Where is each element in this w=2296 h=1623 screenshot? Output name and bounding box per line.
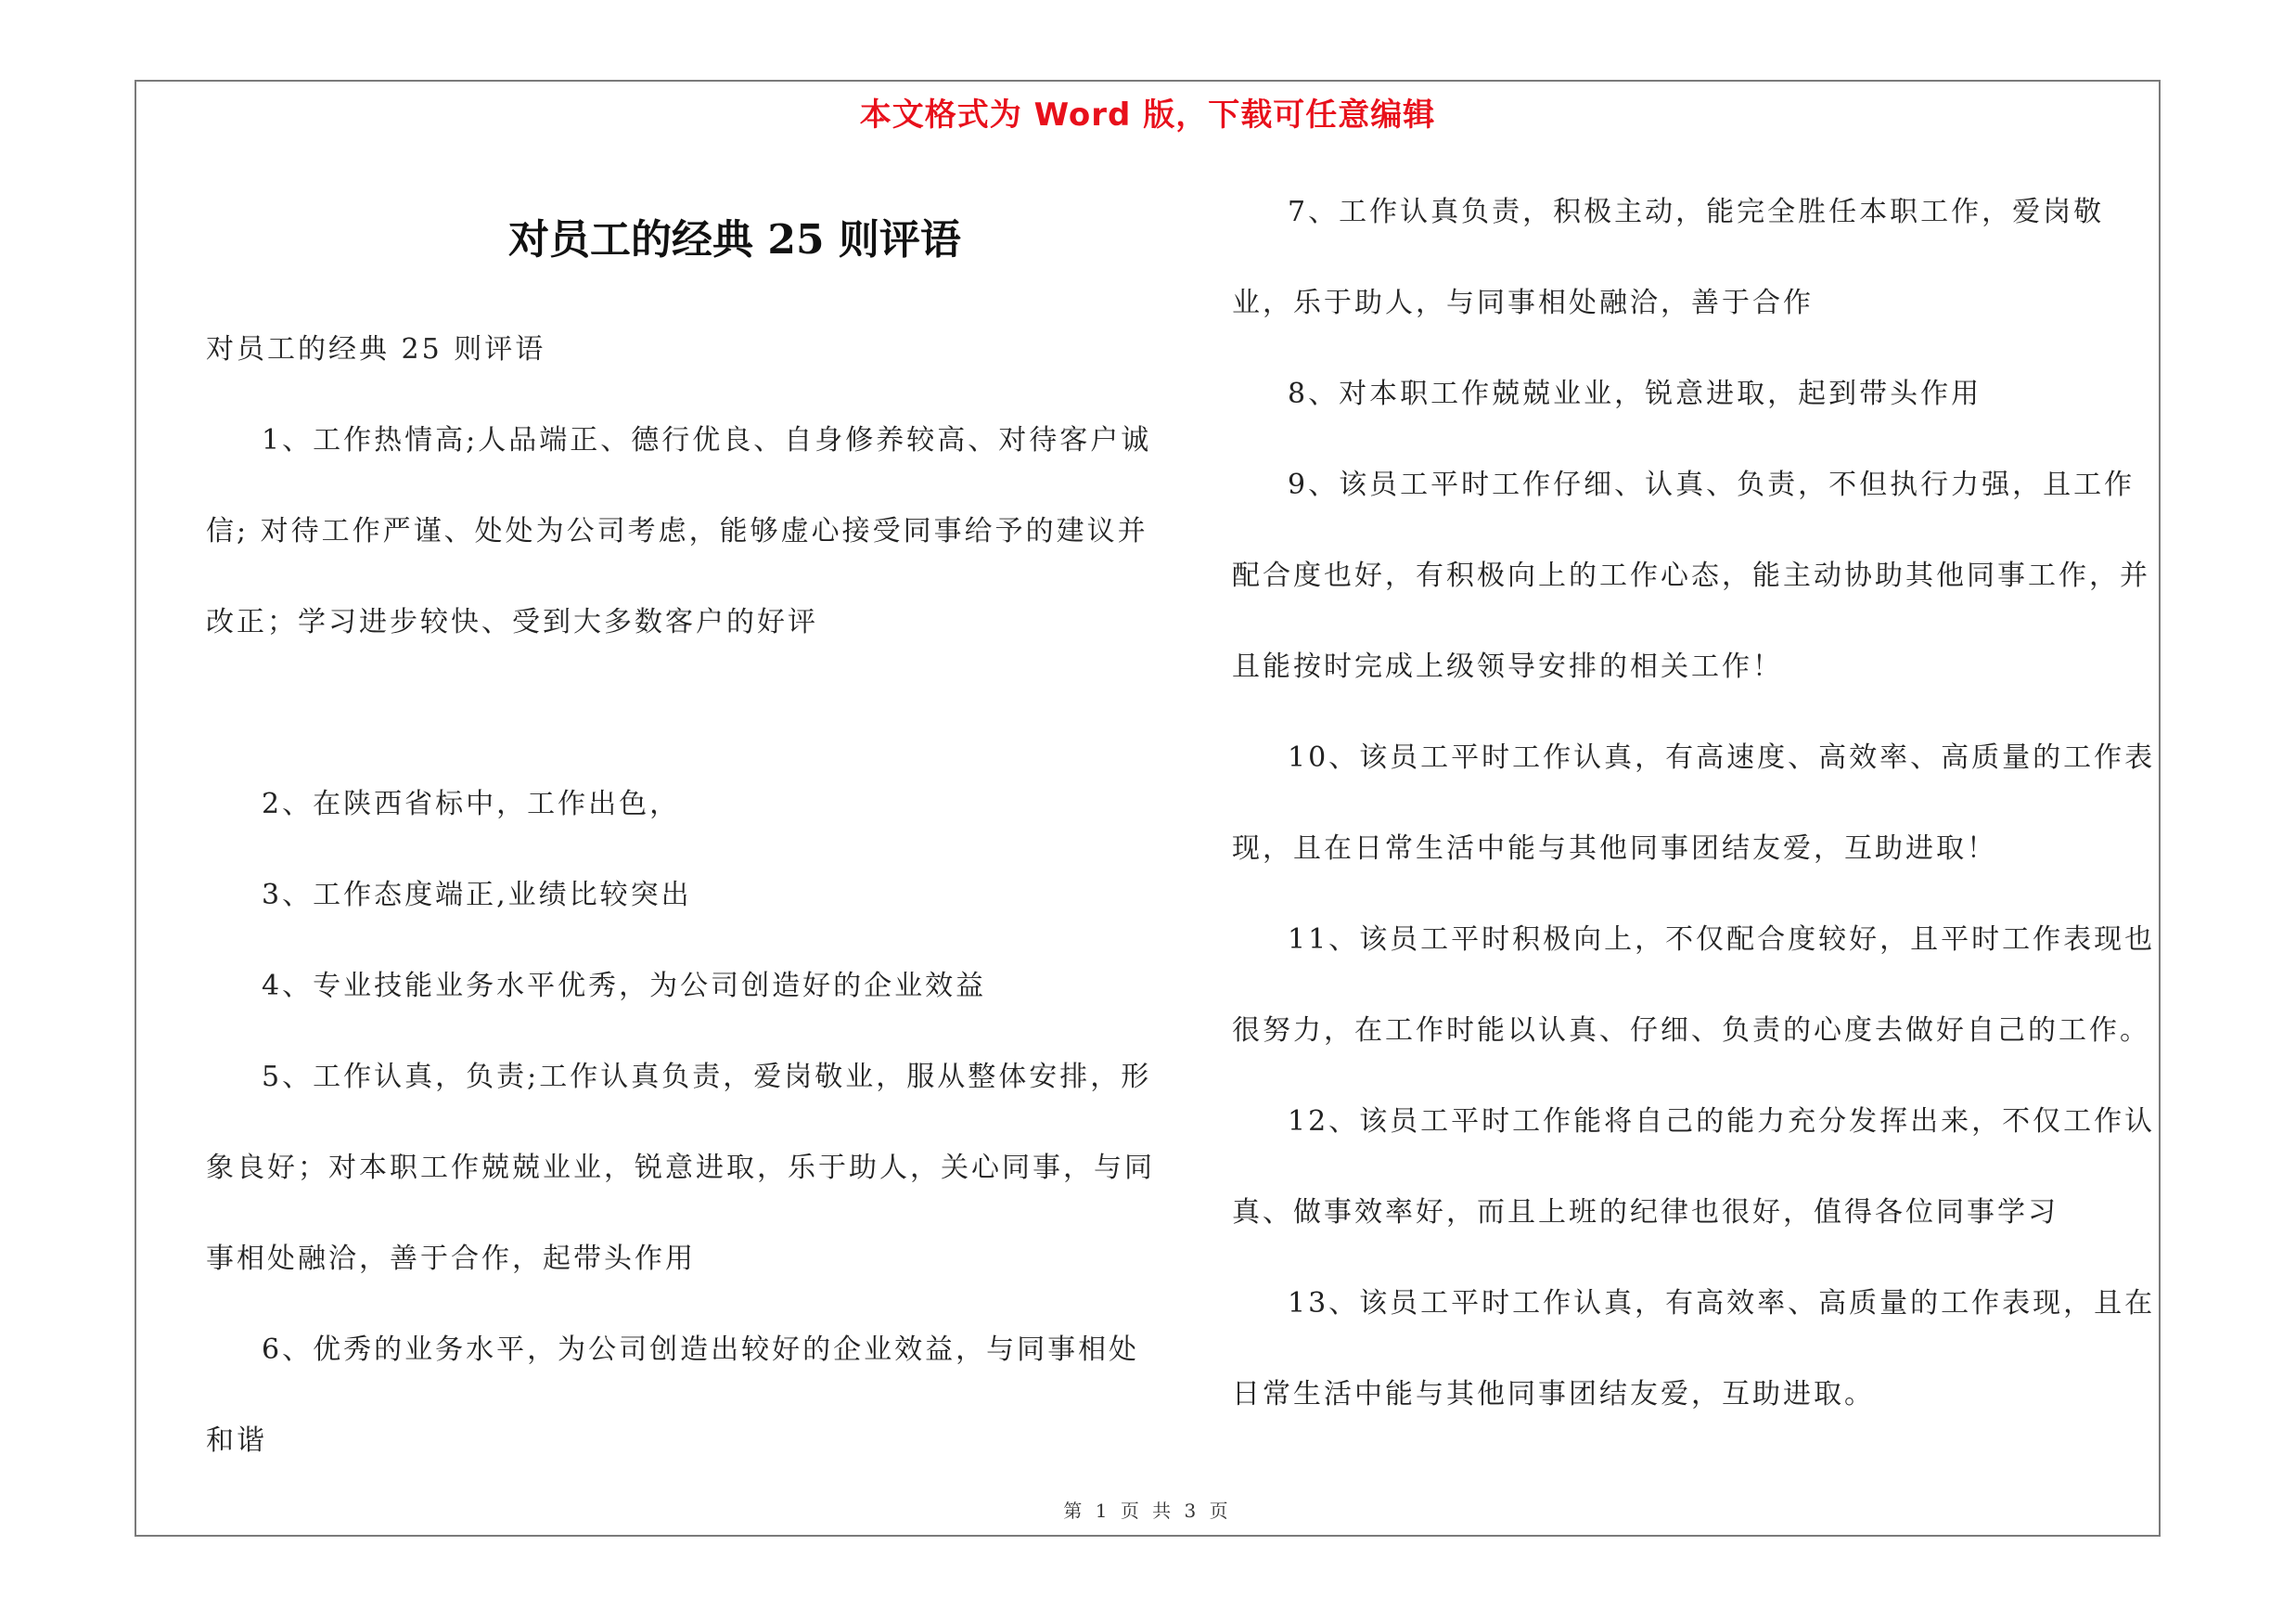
review-item-9: 9、该员工平时工作仔细、认真、负责，不但执行力强，且工作配合度也好，有积极向上的工作心态，能主动协助其他同事工作，并且能按时完成上级领导安排的相关工作！ xyxy=(1232,469,2150,683)
review-item-7: 7、工作认真负责，积极主动，能完全胜任本职工作，爱岗敬业，乐于助人，与同事相处融洽，善于合作 xyxy=(1232,196,2105,319)
blank-line xyxy=(206,668,1161,759)
review-item-11: 11、该员工平时积极向上，不仅配合度较好，且平时工作表现也很努力，在工作时能以认真、仔细、负责的心度去做好自己的工作。 xyxy=(1232,923,2156,1047)
document-subtitle: 对员工的经典 25 则评语 xyxy=(206,333,546,366)
review-item-1: 1、工作热情高;人品端正、德行优良、自身修养较高、对待客户诚信; 对待工作严谨、处处为公司考虑，能够虚心接受同事给予的建议并改正；学习进步较快、受到大多数客户的好评 xyxy=(206,424,1152,638)
review-item-13: 13、该员工平时工作认真，有高效率、高质量的工作表现，且在日常生活中能与其他同事团结友爱，互助进取。 xyxy=(1232,1287,2156,1410)
left-column xyxy=(206,304,1161,1487)
review-item-5: 5、工作认真，负责;工作认真负责，爱岗敬业，服从整体安排，形象良好；对本职工作兢兢业业，锐意进取，乐于助人，关心同事，与同事相处融洽，善于合作，起带头作用 xyxy=(206,1061,1155,1275)
page-number-footer: 第 1 页 共 3 页 xyxy=(1063,1500,1232,1522)
review-item-8: 8、对本职工作兢兢业业，锐意进取，起到带头作用 xyxy=(1288,378,1982,410)
review-item-6: 6、优秀的业务水平，为公司创造出较好的企业效益，与同事相处和谐 xyxy=(206,1333,1140,1457)
right-column xyxy=(1232,167,2160,1440)
word-format-banner: 本文格式为 Word 版，下载可任意编辑 xyxy=(859,97,1436,134)
review-item-3: 3、工作态度端正,业绩比较突出 xyxy=(262,879,692,911)
review-item-4: 4、专业技能业务水平优秀，为公司创造好的企业效益 xyxy=(262,970,987,1002)
review-item-12: 12、该员工平时工作能将自己的能力充分发挥出来，不仅工作认真、做事效率好，而且上班的纪律也很好，值得各位同事学习 xyxy=(1232,1105,2156,1229)
review-item-2: 2、在陕西省标中，工作出色， xyxy=(262,788,681,820)
document-title: 对员工的经典 25 则评语 xyxy=(508,216,961,264)
review-item-10: 10、该员工平时工作认真，有高速度、高效率、高质量的工作表现，且在日常生活中能与其他同事团结友爱，互助进取！ xyxy=(1232,741,2156,865)
